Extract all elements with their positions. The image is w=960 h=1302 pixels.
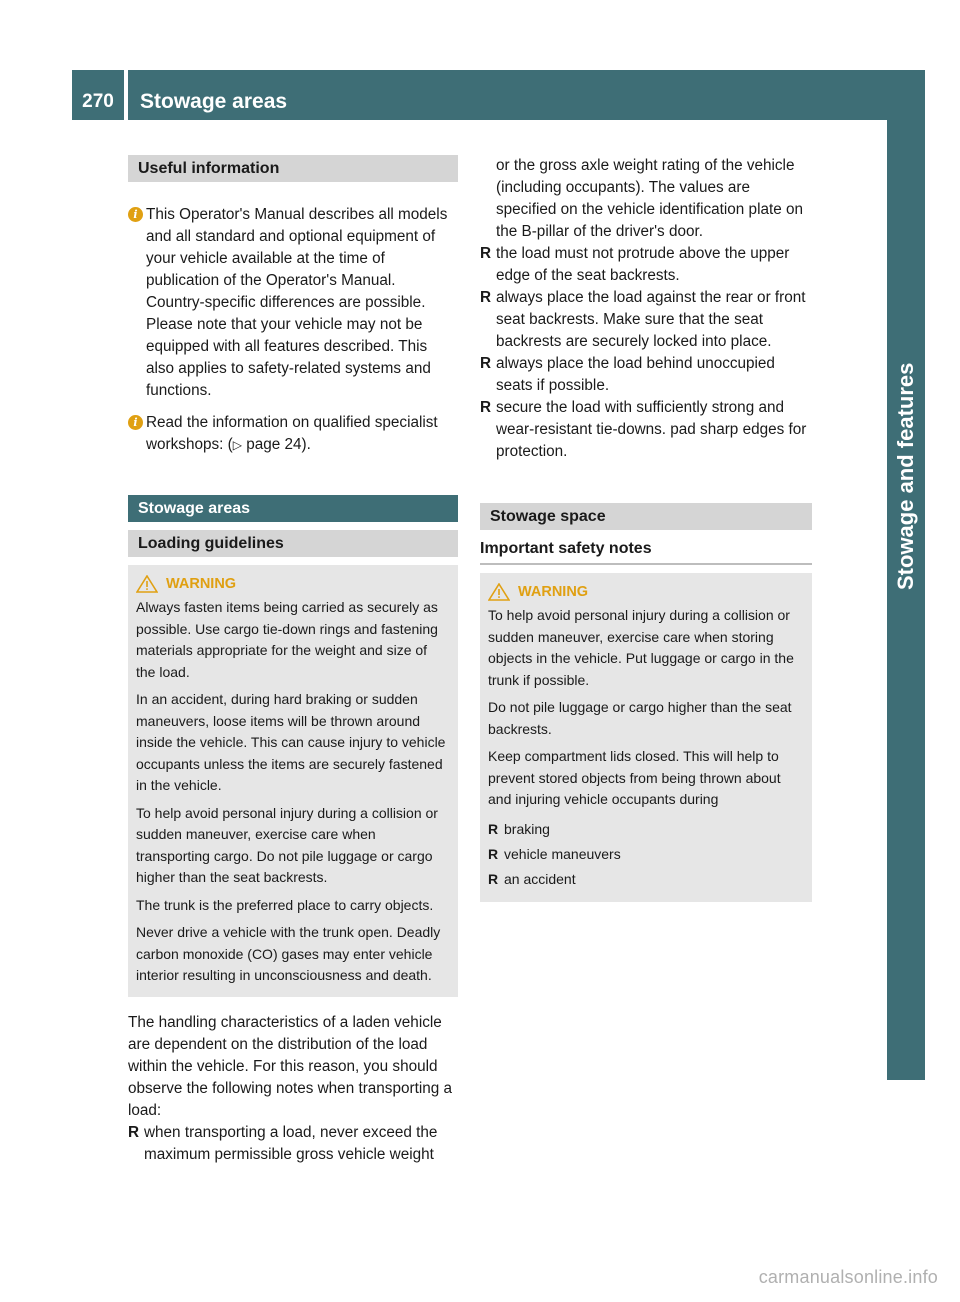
list-item-text: always place the load against the rear or front seat backrests. Make sure that the seat backrests are securely locked into place.	[496, 289, 806, 350]
warning-paragraph: To help avoid personal injury during a collision or sudden maneuver, exercise care when transporting cargo. Do not pile luggage or cargo higher than the seat backrests.	[136, 804, 438, 885]
warning-header	[488, 583, 804, 601]
list-item-text: when transporting a load, never exceed the maximum permissible gross vehicle weight	[144, 1123, 438, 1163]
list-item	[488, 867, 804, 892]
list-item	[128, 1122, 458, 1166]
warning-header	[136, 575, 450, 593]
load-notes-list-continued	[480, 243, 812, 463]
load-notes-list	[128, 1122, 458, 1166]
list-item	[480, 353, 812, 397]
list-item-text: vehicle maneuvers	[504, 845, 621, 862]
bullet-marker: R	[480, 399, 492, 416]
important-safety-notes-heading: Important safety notes	[480, 540, 812, 565]
page-reference-arrow-icon: ▷	[232, 438, 242, 452]
list-item	[488, 817, 804, 842]
warning-paragraph: The trunk is the preferred place to carry objects.	[136, 896, 434, 913]
list-item	[480, 397, 812, 463]
warning-bullet-list	[488, 817, 804, 892]
bullet-marker: R	[480, 289, 492, 306]
info-paragraph-manual	[128, 204, 458, 402]
stowage-areas-heading: Stowage areas	[128, 495, 458, 522]
warning-title: WARNING	[166, 576, 237, 592]
warning-triangle-icon	[488, 583, 510, 601]
loading-warning-box	[128, 565, 458, 997]
info-icon: i	[128, 207, 143, 222]
chapter-side-tab	[887, 70, 925, 1080]
warning-triangle-icon	[136, 575, 158, 593]
list-item-text: the load must not protrude above the upper edge of the seat backrests.	[496, 245, 790, 284]
list-item	[488, 842, 804, 867]
page-reference-link[interactable]: page 24).	[241, 436, 311, 453]
chapter-side-tab-label: Stowage and features	[893, 362, 918, 590]
bullet-marker: R	[128, 1123, 140, 1141]
useful-information-heading: Useful information	[128, 155, 458, 182]
left-column	[128, 155, 458, 1166]
list-item-text: braking	[504, 820, 550, 837]
page-title: Stowage areas	[140, 90, 288, 113]
footer-watermark: carmanualsonline.info	[758, 1267, 938, 1287]
continued-bullet-text: or the gross axle weight rating of the vehicle (including occupants). The values are specified on the vehicle identification plate on the B-pillar of the driver's door.	[496, 157, 803, 240]
info-text-manual: This Operator's Manual describes all models and all standard and optional equipment of your vehicle available at the time of publication of the Operator's Manual. Country-specific differences are possible. Please note that your vehicle may not be equipped with all features described. This also applies to safety-related systems and functions.	[146, 206, 448, 399]
warning-paragraph: Always fasten items being carried as securely as possible. Use cargo tie-down rings and fastening materials appropriate for the weight and size of the load.	[136, 599, 438, 680]
warning-paragraph: Do not pile luggage or cargo higher than the seat backrests.	[488, 699, 792, 737]
warning-paragraph: Never drive a vehicle with the trunk open. Deadly carbon monoxide (CO) gases may enter vehicle interior resulting in unconsciousness and death.	[136, 924, 441, 983]
stowage-warning-box	[480, 573, 812, 902]
bullet-marker: R	[488, 870, 499, 887]
bullet-marker: R	[488, 820, 499, 837]
bullet-marker: R	[480, 245, 492, 262]
page-number-box	[72, 70, 124, 120]
list-item-text: secure the load with sufficiently strong and wear-resistant tie-downs. pad sharp edges for protection.	[496, 399, 807, 460]
right-column	[480, 155, 812, 902]
info-paragraph-workshops	[128, 412, 458, 456]
list-item-text: an accident	[504, 870, 576, 887]
page-header	[128, 70, 888, 120]
list-item	[480, 287, 812, 353]
bullet-marker: R	[480, 355, 492, 372]
warning-paragraph: To help avoid personal injury during a collision or sudden maneuver, exercise care when storing objects in the vehicle. Put luggage or cargo in the trunk if possible.	[488, 607, 794, 688]
info-icon: i	[128, 415, 143, 430]
list-item-text: always place the load behind unoccupied seats if possible.	[496, 355, 775, 394]
handling-paragraph: The handling characteristics of a laden vehicle are dependent on the distribution of the load within the vehicle. For this reason, you should observe the following notes when transporting a load:	[128, 1013, 452, 1119]
warning-paragraph: Keep compartment lids closed. This will help to prevent stored objects from being thrown about and injuring vehicle occupants during	[488, 748, 781, 807]
page-number: 270	[82, 91, 114, 112]
warning-title: WARNING	[518, 584, 589, 600]
stowage-space-heading: Stowage space	[480, 503, 812, 530]
list-item	[480, 243, 812, 287]
info-text-workshops: Read the information on qualified specialist workshops: (	[146, 414, 438, 453]
loading-guidelines-heading: Loading guidelines	[128, 530, 458, 557]
warning-paragraph: In an accident, during hard braking or sudden maneuvers, loose items will be thrown around inside the vehicle. This can cause injury to vehicle occupants unless the items are securely fastened in the vehicle.	[136, 691, 446, 793]
bullet-marker: R	[488, 845, 499, 862]
